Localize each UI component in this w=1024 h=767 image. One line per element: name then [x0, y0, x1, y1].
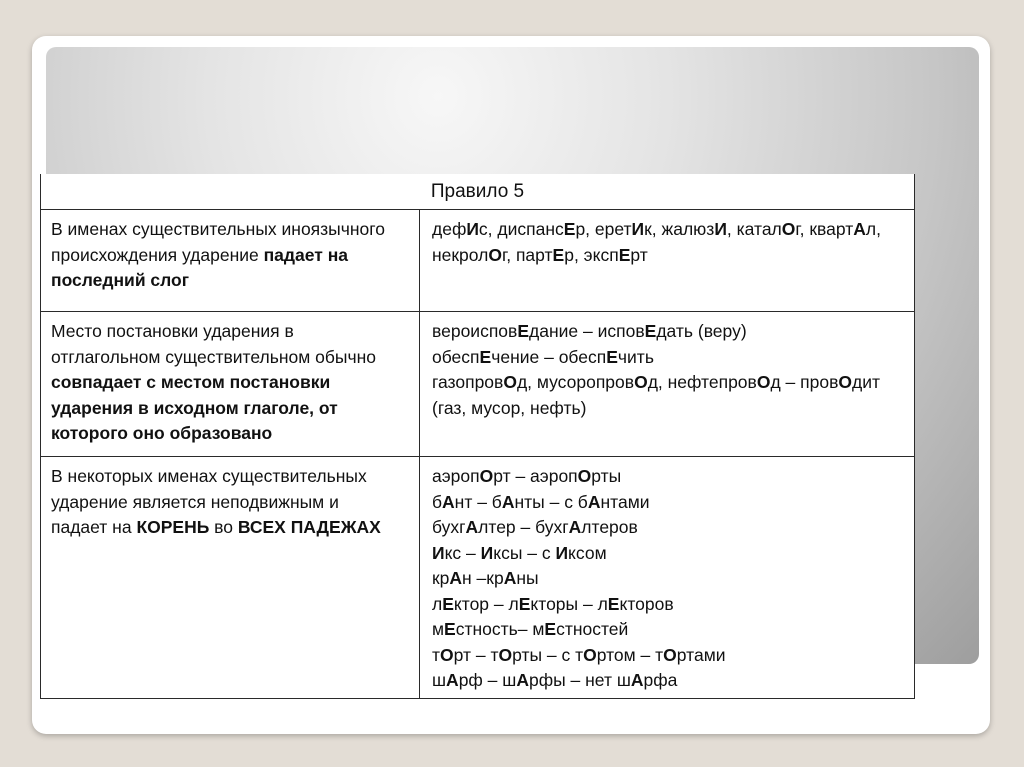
- text-run: рф – ш: [458, 670, 517, 690]
- text-run: ударение является неподвижным и: [51, 491, 339, 512]
- text-run: стность– м: [455, 619, 545, 639]
- text-run: рфа: [643, 670, 678, 690]
- table-row: [41, 312, 915, 457]
- text-run: г, кварт: [795, 219, 854, 239]
- text-run: рты: [591, 466, 622, 486]
- text-line: [432, 592, 904, 618]
- text-line: [51, 243, 409, 269]
- text-run: во: [209, 517, 238, 537]
- text-line: [432, 566, 904, 592]
- text-run: кр: [432, 568, 450, 588]
- stressed-text: А: [446, 670, 459, 690]
- text-run: д, нефтепров: [647, 372, 757, 392]
- rule-examples: [420, 457, 915, 699]
- text-line: [432, 541, 904, 567]
- text-run: рт – т: [453, 644, 499, 665]
- stressed-text: А: [630, 670, 644, 690]
- stressed-text: совпадает с местом постановки: [51, 372, 331, 392]
- stressed-text: А: [501, 491, 515, 512]
- stressed-text: И: [555, 542, 569, 563]
- text-run: л: [432, 593, 443, 614]
- text-run: р, ерет: [575, 219, 632, 239]
- text-run: т: [432, 644, 441, 665]
- stressed-text: О: [838, 372, 853, 392]
- text-run: нты – с б: [514, 491, 588, 512]
- text-run: н –кр: [462, 568, 504, 588]
- text-run: нт – б: [454, 491, 502, 512]
- text-line: [51, 217, 409, 243]
- text-run: л,: [865, 219, 881, 239]
- text-line: [432, 319, 904, 345]
- stressed-text: А: [587, 491, 601, 512]
- text-run: деф: [432, 219, 467, 239]
- text-line: [51, 515, 409, 541]
- text-run: к, жалюз: [644, 219, 715, 239]
- rule-description: [41, 457, 420, 699]
- text-line: [432, 217, 904, 243]
- text-line: [432, 490, 904, 516]
- stressed-text: О: [781, 219, 796, 239]
- stressed-text: А: [442, 491, 455, 512]
- text-run: ртами: [676, 644, 726, 665]
- text-run: рфы – нет ш: [528, 670, 631, 690]
- stressed-text: И: [480, 542, 494, 563]
- text-run: кторов: [619, 593, 674, 614]
- stressed-text: А: [449, 568, 463, 588]
- stressed-text: Е: [606, 346, 618, 367]
- text-line: [432, 617, 904, 643]
- rule-description: [41, 210, 420, 312]
- text-run: В некоторых именах существительных: [51, 466, 367, 486]
- text-line: [432, 464, 904, 490]
- text-run: ксы – с: [493, 542, 556, 563]
- stressed-text: О: [440, 644, 454, 665]
- stressed-text: А: [503, 568, 517, 588]
- text-run: рты – с т: [512, 644, 584, 665]
- stressed-text: И: [466, 219, 479, 239]
- rule-description: [41, 312, 420, 457]
- stressed-text: Е: [618, 244, 631, 265]
- text-run: р, эксп: [564, 244, 619, 265]
- stressed-text: Е: [479, 346, 492, 367]
- stressed-text: падает на: [263, 244, 348, 265]
- stressed-text: О: [663, 644, 677, 665]
- text-run: В именах существительных иноязычного: [51, 219, 386, 239]
- stressed-text: И: [714, 219, 727, 239]
- text-run: падает на: [51, 517, 137, 537]
- stressed-text: О: [634, 372, 648, 392]
- table-row: [41, 210, 915, 312]
- text-run: , катал: [726, 219, 782, 239]
- stressed-text: А: [465, 517, 479, 537]
- text-run: (газ, мусор, нефть): [432, 397, 587, 418]
- text-line: [432, 643, 904, 669]
- text-run: кторы – л: [530, 593, 608, 614]
- text-run: ш: [432, 670, 447, 690]
- table-title: Правило 5: [41, 174, 915, 210]
- text-line: [51, 396, 409, 422]
- text-line: [51, 464, 409, 490]
- text-run: стностей: [556, 619, 629, 639]
- text-run: б: [432, 491, 443, 512]
- text-run: рт: [630, 244, 648, 265]
- text-run: лтеров: [581, 517, 638, 537]
- text-run: ны: [516, 568, 539, 588]
- text-line: [432, 668, 904, 694]
- stressed-text: О: [498, 644, 513, 665]
- text-line: [432, 515, 904, 541]
- stressed-text: Е: [517, 321, 530, 341]
- stressed-text: О: [503, 372, 517, 392]
- stressed-text: Е: [563, 219, 576, 239]
- text-line: [432, 243, 904, 269]
- text-run: дание – испов: [529, 321, 645, 341]
- text-run: аэроп: [432, 466, 480, 486]
- text-run: с, диспанс: [478, 219, 564, 239]
- rule-examples: [420, 210, 915, 312]
- stressed-text: А: [853, 219, 866, 239]
- text-run: нтами: [600, 491, 650, 512]
- stressed-text: КОРЕНЬ: [136, 517, 210, 537]
- text-run: отглагольном существительном обычно: [51, 346, 376, 367]
- stressed-text: Е: [552, 244, 565, 265]
- table-title-row: [41, 174, 915, 210]
- text-run: ктор – л: [453, 593, 519, 614]
- text-run: происхождения ударение: [51, 244, 264, 265]
- stressed-text: О: [756, 372, 771, 392]
- text-run: д, мусоропров: [516, 372, 635, 392]
- text-run: бухг: [432, 517, 466, 537]
- stressed-text: Е: [544, 619, 557, 639]
- text-line: [51, 319, 409, 345]
- stressed-text: Е: [644, 321, 657, 341]
- stressed-text: которого оно образовано: [51, 423, 273, 443]
- text-line: [51, 490, 409, 516]
- text-run: м: [432, 619, 445, 639]
- text-run: лтер – бухг: [478, 517, 569, 537]
- text-run: ртом – т: [596, 644, 664, 665]
- stressed-text: О: [488, 244, 502, 265]
- text-run: рт – аэроп: [493, 466, 578, 486]
- rule-examples: [420, 312, 915, 457]
- text-run: д – пров: [770, 372, 839, 392]
- text-run: дит: [852, 372, 881, 392]
- text-run: обесп: [432, 346, 480, 367]
- stressed-text: И: [631, 219, 645, 239]
- stressed-text: О: [479, 466, 494, 486]
- text-run: газопров: [432, 372, 504, 392]
- text-run: чение – обесп: [491, 346, 607, 367]
- text-line: [51, 421, 409, 447]
- text-run: г, парт: [501, 244, 553, 265]
- stressed-text: Е: [444, 619, 456, 639]
- stressed-text: А: [516, 670, 529, 690]
- stressed-text: последний слог: [51, 270, 190, 290]
- stressed-text: Е: [442, 593, 454, 614]
- text-run: Место постановки ударения в: [51, 321, 294, 341]
- stressed-text: Е: [607, 593, 620, 614]
- text-line: [432, 370, 904, 396]
- text-run: чить: [617, 346, 654, 367]
- text-run: дать (веру): [656, 321, 747, 341]
- stressed-text: ударения в исходном глаголе, от: [51, 397, 338, 418]
- rule-table: [40, 174, 915, 699]
- stressed-text: А: [568, 517, 582, 537]
- text-line: [432, 345, 904, 371]
- stressed-text: И: [432, 542, 445, 563]
- text-run: кс –: [444, 542, 481, 563]
- text-line: [51, 370, 409, 396]
- stressed-text: О: [577, 466, 592, 486]
- stressed-text: Е: [518, 593, 531, 614]
- text-line: [432, 396, 904, 422]
- text-line: [51, 345, 409, 371]
- text-run: некрол: [432, 244, 489, 265]
- text-line: [51, 268, 409, 294]
- text-run: ксом: [568, 542, 607, 563]
- table-row: [41, 457, 915, 699]
- stressed-text: ВСЕХ ПАДЕЖАХ: [237, 517, 381, 537]
- text-run: вероиспов: [432, 321, 518, 341]
- stressed-text: О: [583, 644, 597, 665]
